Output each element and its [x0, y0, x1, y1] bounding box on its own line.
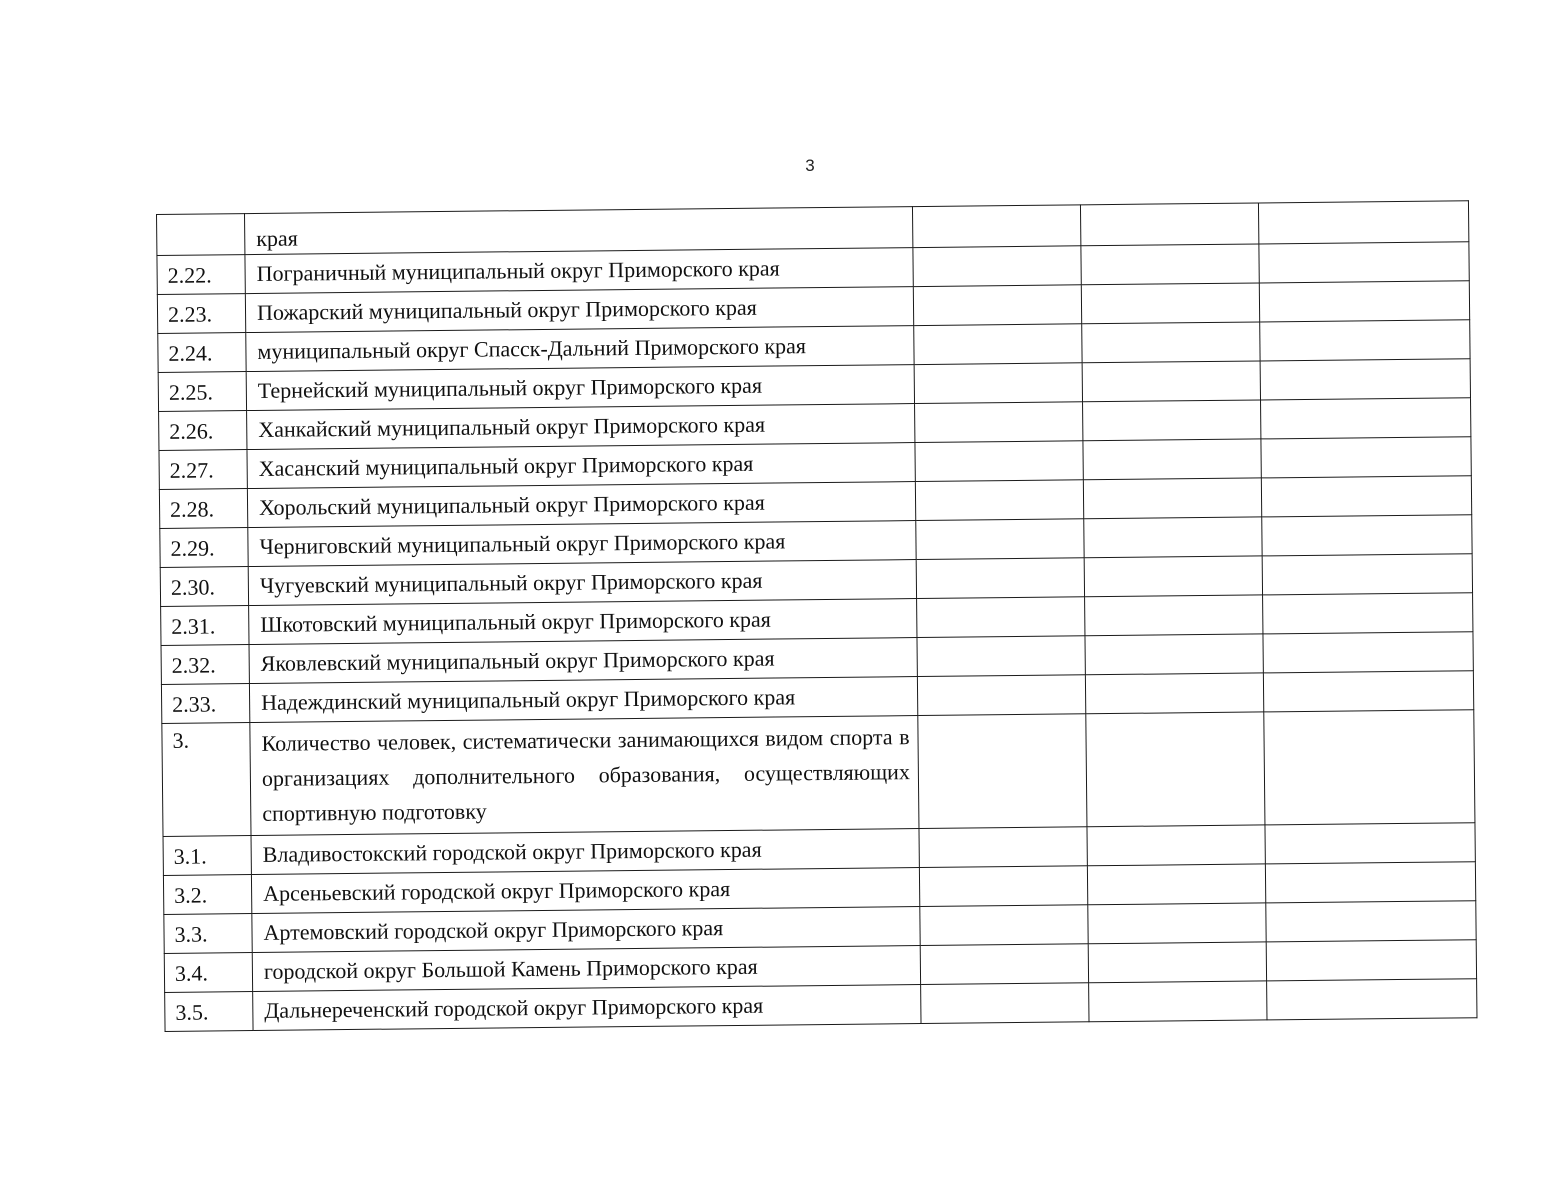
empty-cell: [1259, 242, 1469, 283]
empty-cell: [1258, 201, 1468, 244]
row-number-cell: 3.1.: [163, 836, 251, 876]
row-name-cell: края: [245, 207, 913, 255]
row-name-cell: Количество человек, систематически занимающихся видом спорта в организациях дополнительного образования, осуществляющих спортивную подготовку: [250, 716, 919, 836]
empty-cell: [913, 246, 1081, 287]
row-number-cell: 3.3.: [164, 914, 252, 954]
empty-cell: [915, 441, 1083, 482]
empty-cell: [1087, 825, 1265, 866]
empty-cell: [1083, 478, 1261, 519]
row-name-cell: Пожарский муниципальный округ Приморского края: [245, 287, 913, 333]
empty-cell: [1084, 517, 1262, 558]
empty-cell: [1266, 940, 1476, 981]
row-number-cell: 3.2.: [163, 875, 251, 915]
row-number-cell: 3.5.: [165, 992, 253, 1032]
empty-cell: [1080, 203, 1258, 246]
empty-cell: [916, 558, 1084, 599]
row-number-cell: 3.: [162, 723, 251, 837]
empty-cell: [921, 983, 1089, 1024]
empty-cell: [1082, 322, 1260, 363]
row-number-cell: 2.32.: [161, 645, 249, 685]
empty-cell: [920, 944, 1088, 985]
row-name-cell: муниципальный округ Спасск-Дальний Приморского края: [246, 326, 914, 372]
empty-cell: [1259, 281, 1469, 322]
empty-cell: [1260, 359, 1470, 400]
row-number-cell: 2.27.: [159, 450, 247, 490]
empty-cell: [1083, 400, 1261, 441]
empty-cell: [915, 480, 1083, 521]
row-number-cell: 2.29.: [160, 528, 248, 568]
empty-cell: [1262, 554, 1472, 595]
empty-cell: [1087, 864, 1265, 905]
empty-cell: [917, 636, 1085, 677]
empty-cell: [1261, 476, 1471, 517]
table-row-section-header: [162, 710, 1475, 837]
row-number-cell: 2.24.: [158, 333, 246, 373]
empty-cell: [1081, 283, 1259, 324]
row-name-cell: Артемовский городской округ Приморского края: [252, 907, 920, 953]
empty-cell: [1261, 437, 1471, 478]
row-name-cell: Чугуевский муниципальный округ Приморского края: [248, 560, 916, 606]
empty-cell: [917, 597, 1085, 638]
row-name-cell: Арсеньевский городской округ Приморского края: [251, 868, 919, 914]
empty-cell: [917, 675, 1085, 716]
empty-cell: [1085, 595, 1263, 636]
row-number-cell: [157, 214, 245, 256]
row-number-cell: 2.22.: [157, 255, 245, 295]
empty-cell: [1263, 632, 1473, 673]
row-name-cell: Хасанский муниципальный округ Приморского края: [247, 443, 915, 489]
empty-cell: [1264, 710, 1475, 825]
empty-cell: [914, 363, 1082, 404]
empty-cell: [1267, 979, 1477, 1020]
row-number-cell: 2.25.: [158, 372, 246, 412]
row-number-cell: 2.26.: [159, 411, 247, 451]
empty-cell: [1263, 671, 1473, 712]
row-name-cell: городской округ Большой Камень Приморского края: [252, 946, 920, 992]
empty-cell: [1086, 712, 1265, 827]
empty-cell: [918, 714, 1087, 829]
empty-cell: [1261, 398, 1471, 439]
row-name-cell: Надеждинский муниципальный округ Приморского края: [249, 677, 917, 723]
row-number-cell: 2.30.: [160, 567, 248, 607]
row-number-cell: 2.31.: [161, 606, 249, 646]
empty-cell: [1085, 673, 1263, 714]
empty-cell: [1084, 556, 1262, 597]
empty-cell: [912, 205, 1080, 248]
document-table-container: [156, 200, 1476, 1032]
row-number-cell: 2.23.: [157, 294, 245, 334]
row-number-cell: 3.4.: [164, 953, 252, 993]
row-name-cell: Яковлевский муниципальный округ Приморского края: [249, 638, 917, 684]
empty-cell: [1089, 981, 1267, 1022]
empty-cell: [913, 285, 1081, 326]
row-name-cell: Черниговский муниципальный округ Приморского края: [248, 521, 916, 567]
row-name-cell: Дальнереченский городской округ Приморского края: [253, 985, 921, 1031]
empty-cell: [1260, 320, 1470, 361]
empty-cell: [1265, 862, 1475, 903]
empty-cell: [1088, 942, 1266, 983]
row-number-cell: 2.33.: [161, 684, 249, 724]
empty-cell: [1082, 361, 1260, 402]
empty-cell: [1083, 439, 1261, 480]
empty-cell: [1088, 903, 1266, 944]
page-number: 3: [805, 156, 815, 175]
row-name-cell: Ханкайский муниципальный округ Приморского края: [247, 404, 915, 450]
row-name-cell: Пограничный муниципальный округ Приморского края: [245, 248, 913, 294]
empty-cell: [920, 905, 1088, 946]
row-name-cell: Шкотовский муниципальный округ Приморского края: [249, 599, 917, 645]
empty-cell: [1262, 515, 1472, 556]
empty-cell: [1265, 823, 1475, 864]
empty-cell: [919, 827, 1087, 868]
empty-cell: [919, 866, 1087, 907]
empty-cell: [916, 519, 1084, 560]
empty-cell: [914, 324, 1082, 365]
empty-cell: [1266, 901, 1476, 942]
empty-cell: [1081, 244, 1259, 285]
empty-cell: [1085, 634, 1263, 675]
document-table: [156, 200, 1477, 1032]
empty-cell: [915, 402, 1083, 443]
row-number-cell: 2.28.: [159, 489, 247, 529]
row-name-cell: Хорольский муниципальный округ Приморского края: [247, 482, 915, 528]
row-name-cell: Владивостокский городской округ Приморского края: [251, 829, 919, 875]
empty-cell: [1263, 593, 1473, 634]
row-name-cell: Тернейский муниципальный округ Приморского края: [246, 365, 914, 411]
